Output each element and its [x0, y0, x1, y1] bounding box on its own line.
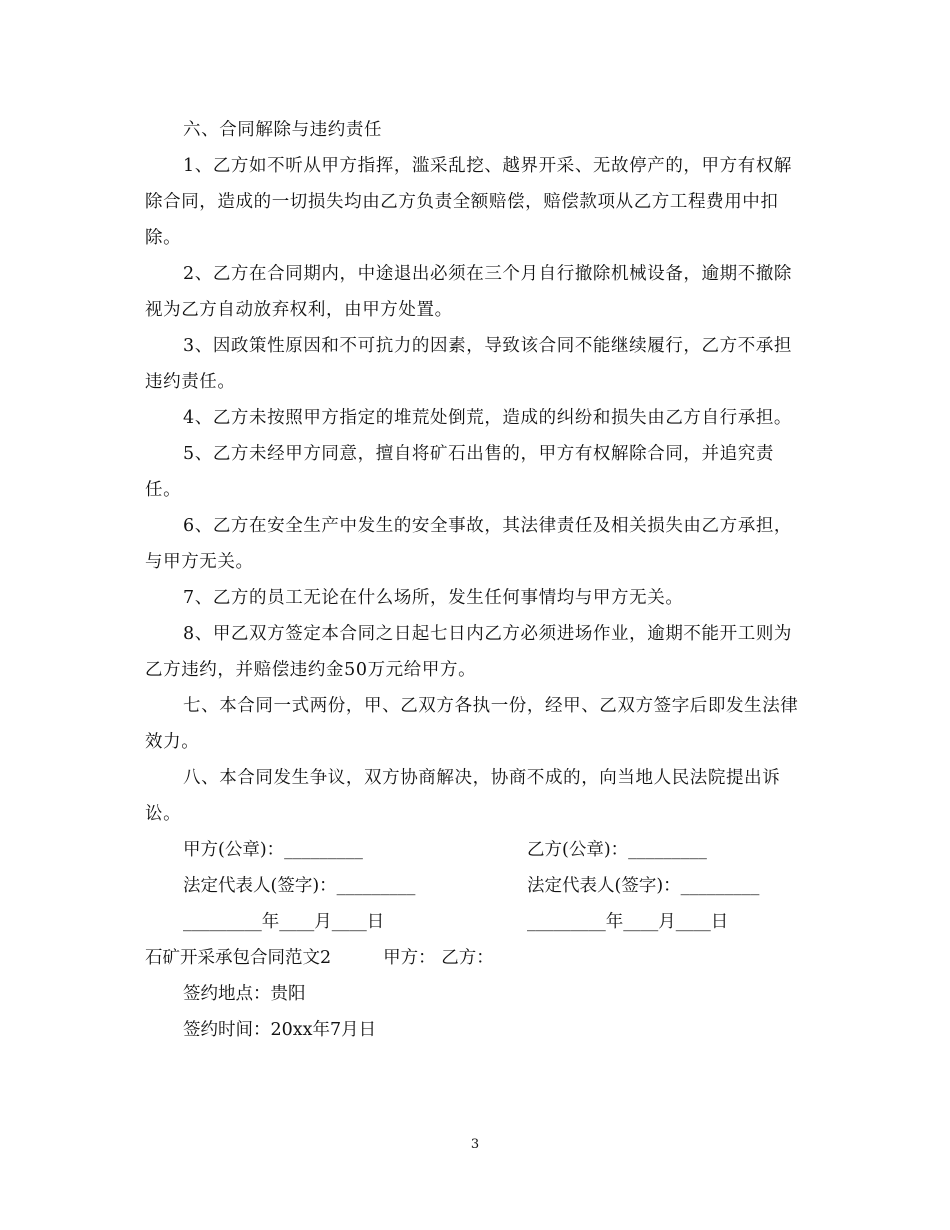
clause-7: 7、乙方的员工无论在什么场所，发生任何事情均与甲方无关。: [183, 588, 684, 608]
section-7: 七、本合同一式两份，甲、乙双方各执一份，经甲、乙双方签字后即发生法律效力。: [145, 696, 799, 752]
signature-seal-row: [145, 832, 805, 868]
signature-date-row: [145, 904, 805, 940]
signing-time: 签约时间：20xx年7月日: [183, 1020, 377, 1040]
clause-1: 1、乙方如不听从甲方指挥，滥采乱挖、越界开采、无故停产的，甲方有权解除合同，造成的一切损失均由乙方负责全额赔偿，赔偿款项从乙方工程费用中扣除。: [145, 156, 793, 248]
next-doc-title: 石矿开采承包合同范文2: [145, 948, 332, 968]
clause-6: 6、乙方在安全生产中发生的安全事故，其法律责任及相关损失由乙方承担，与甲方无关。: [145, 516, 793, 572]
clause-5: 5、乙方未经甲方同意，擅自将矿石出售的，甲方有权解除合同，并追究责任。: [145, 444, 774, 500]
clause-3: 3、因政策性原因和不可抗力的因素，导致该合同不能继续履行，乙方不承担违约责任。: [145, 336, 793, 392]
party-b-representative: 法定代表人(签字)：_________: [527, 876, 760, 896]
section-8: 八、本合同发生争议，双方协商解决，协商不成的，向当地人民法院提出诉讼。: [145, 768, 781, 824]
page-number: 3: [470, 1137, 480, 1152]
signing-location: 签约地点：贵阳: [183, 984, 306, 1004]
party-a-date: _________年____月____日: [183, 912, 385, 932]
party-a-seal: 甲方(公章)：_________: [183, 840, 363, 860]
signature-rep-row: [145, 868, 805, 904]
next-doc-party-a: 甲方：: [383, 948, 436, 968]
clause-8: 8、甲乙双方签定本合同之日起七日内乙方必须进场作业，逾期不能开工则为乙方违约，并赔偿违约金50万元给甲方。: [145, 624, 793, 680]
party-b-seal: 乙方(公章)：_________: [527, 840, 707, 860]
contract-body: [145, 112, 805, 1048]
next-doc-party-b: 乙方：: [441, 948, 494, 968]
next-doc-heading: [145, 940, 805, 976]
clause-2: 2、乙方在合同期内，中途退出必须在三个月自行撤除机械设备，逾期不撤除视为乙方自动放弃权利，由甲方处置。: [145, 264, 793, 320]
section-6-title: 六、合同解除与违约责任: [183, 120, 383, 140]
clause-4: 4、乙方未按照甲方指定的堆荒处倒荒，造成的纠纷和损失由乙方自行承担。: [183, 408, 793, 428]
party-b-date: _________年____月____日: [527, 912, 729, 932]
party-a-representative: 法定代表人(签字)：_________: [183, 876, 416, 896]
